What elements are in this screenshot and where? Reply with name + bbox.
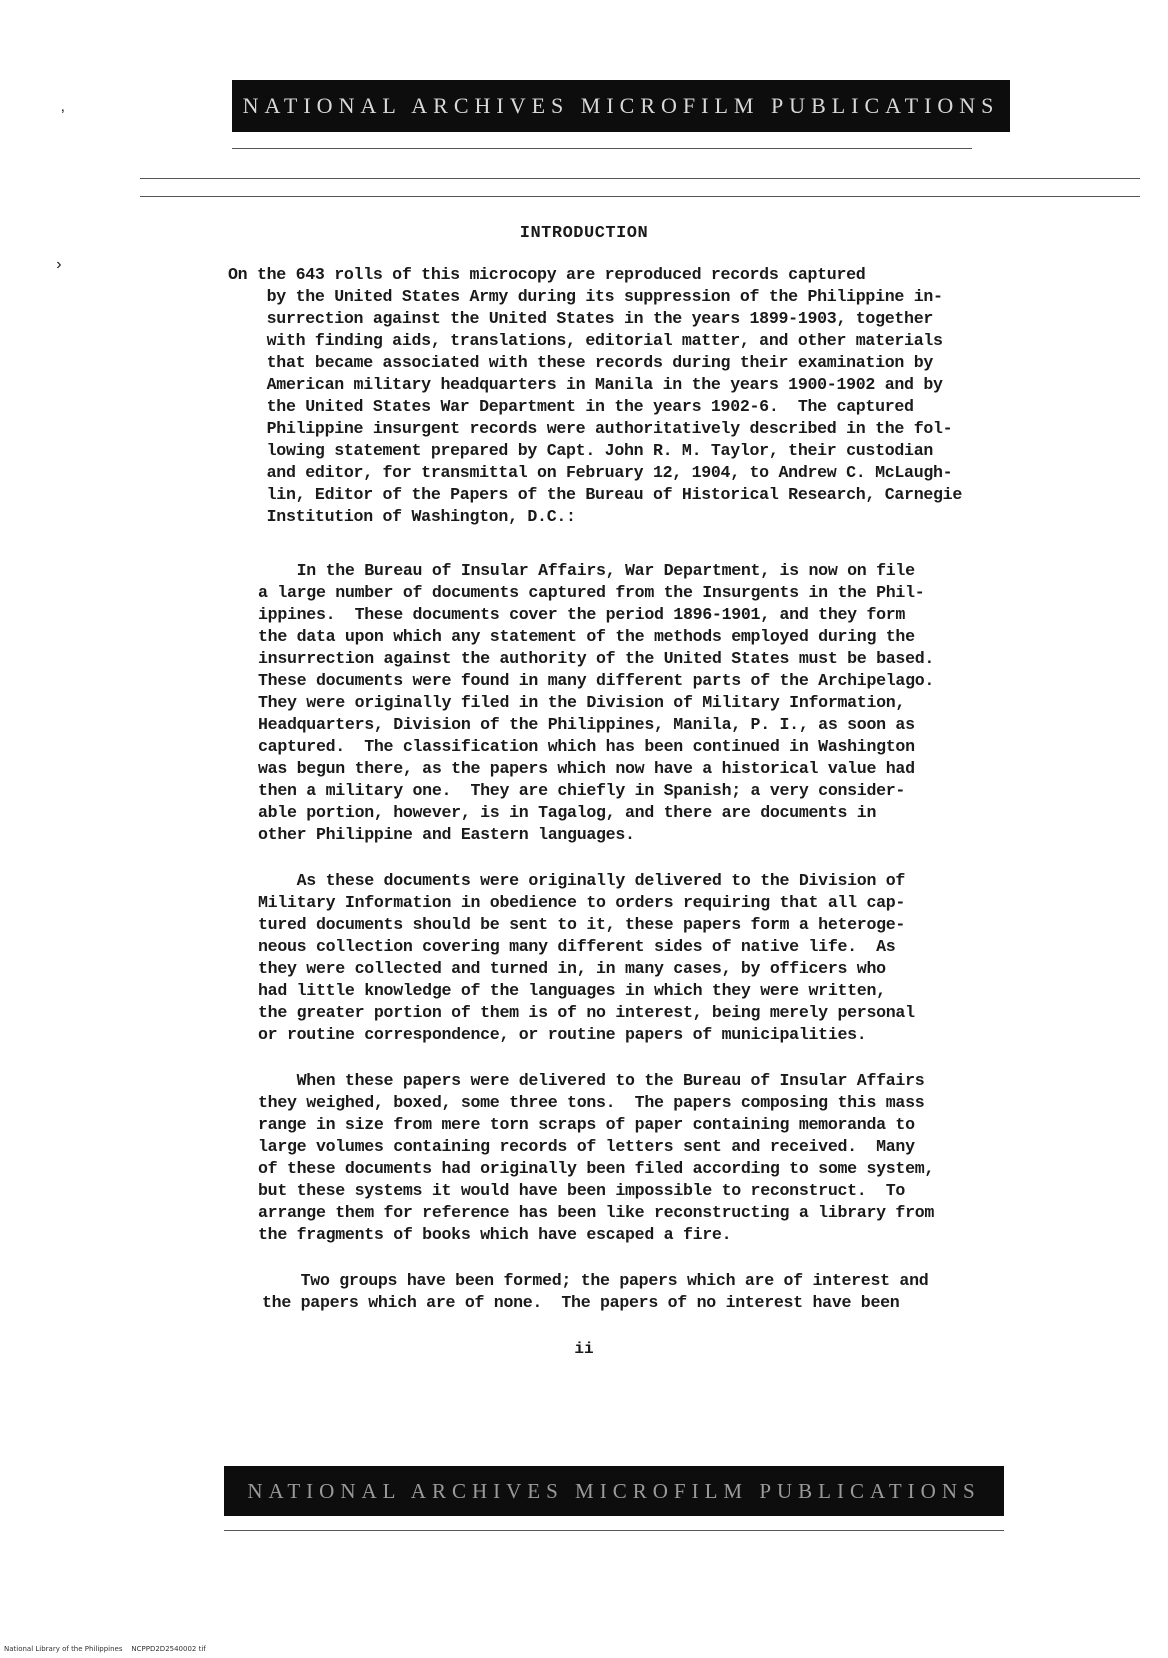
header-banner: NATIONAL ARCHIVES MICROFILM PUBLICATIONS xyxy=(232,80,1010,132)
footer-credit: National Library of the Philippines NCPPD2D2540002 tif xyxy=(4,1645,206,1653)
header-rule xyxy=(140,196,1140,197)
margin-mark: ʼ xyxy=(58,108,68,126)
intro-paragraph: On the 643 rolls of this microcopy are reproduced records captured by the United States Army during its suppression of the Philippine in- surrection against the United States in the years 1899-1903, together with finding aids, translations, editorial matter, and other materials that became associated with these records during their examination by American military headquarters in Manila in the years 1900-1902 and by the United States War Department in the years 1902-6. The captured Philippine insurgent records were authoritatively described in the fol- lowing statement prepared by Capt. John R. M. Taylor, their custodian and editor, for transmittal on February 12, 1904, to Andrew C. McLaugh- lin, Editor of the Papers of the Bureau of Historical Research, Carnegie Institution of Washington, D.C.: xyxy=(228,265,962,526)
margin-mark: › xyxy=(54,256,64,274)
quote-paragraph-4: Two groups have been formed; the papers which are of interest and the papers which are of none. The papers of no interest have been xyxy=(262,1271,929,1312)
footer-banner: NATIONAL ARCHIVES MICROFILM PUBLICATIONS xyxy=(224,1466,1004,1516)
quote-paragraph-2: As these documents were originally delivered to the Division of Military Information in obedience to orders requiring that all cap- tured documents should be sent to it, these papers form a heteroge- neous collection covering many different sides of native life. As they were collected and turned in, in many cases, by officers who had little knowledge of the languages in which they were written, the greater portion of them is of no interest, being merely personal or routine correspondence, or routine papers of municipalities. xyxy=(258,871,915,1044)
page-title: INTRODUCTION xyxy=(519,224,649,243)
quote-paragraph-1: In the Bureau of Insular Affairs, War Department, is now on file a large number of documents captured from the Insurgents in the Phil- ippines. These documents cover the period 1896-1901, and they form the data upon which any statement of the methods employed during the insurrection against the authority of the United States must be based. These documents were found in many different parts of the Archipelago. They were originally filed in the Division of Military Information, Headquarters, Division of the Philippines, Manila, P. I., as soon as captured. The classification which has been continued in Washington was begun there, as the papers which now have a historical value had then a military one. They are chiefly in Spanish; a very consider- able portion, however, is in Tagalog, and there are documents in other Philippine and Eastern languages. xyxy=(258,561,935,844)
quote-paragraph-3: When these papers were delivered to the Bureau of Insular Affairs they weighed, boxed, some three tons. The papers composing this mass range in size from mere torn scraps of paper containing memoranda to large volumes containing records of letters sent and received. Many of these documents had originally been filed according to some system, but these systems it would have been impossible to reconstruct. To arrange them for reference has been like reconstructing a library from the fragments of books which have escaped a fire. xyxy=(258,1071,935,1244)
header-rule xyxy=(232,148,972,149)
footer-rule xyxy=(224,1530,1004,1531)
header-rule xyxy=(140,178,1140,179)
page-number: ii xyxy=(574,1340,594,1358)
